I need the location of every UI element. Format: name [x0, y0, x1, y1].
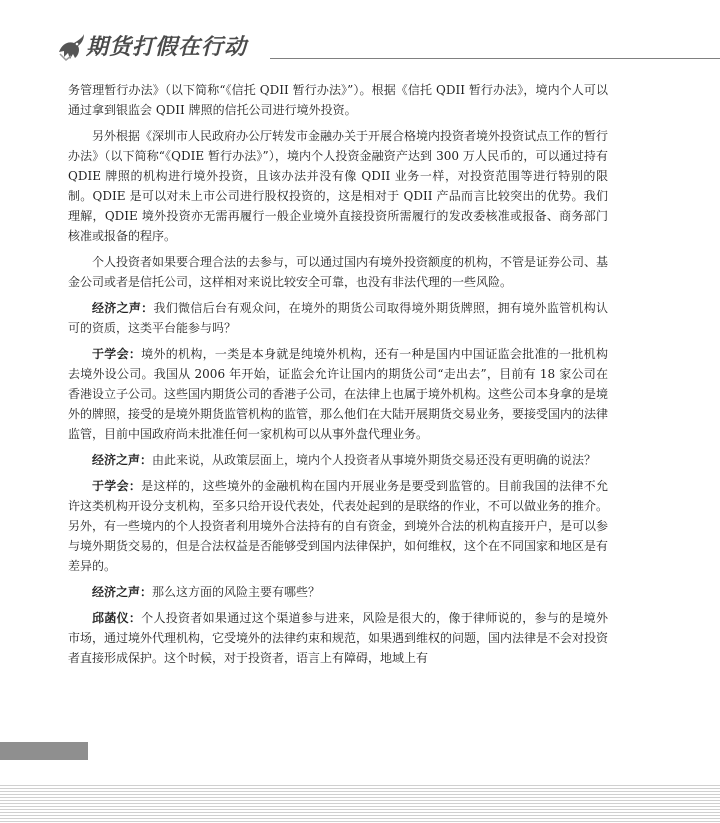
footer-stripes — [0, 785, 720, 823]
paragraph — [68, 252, 608, 292]
bull-logo-icon — [56, 32, 86, 62]
question-text: 由此来说，从政策层面上，境内个人投资者从事境外期货交易还没有更明确的说法？ — [152, 453, 597, 467]
speaker-label: 经济之声： — [92, 585, 153, 599]
speaker-label: 经济之声： — [92, 453, 153, 467]
question-paragraph — [68, 582, 608, 602]
speaker-label: 于学会： — [92, 347, 142, 361]
article-body — [68, 80, 608, 674]
answer-text: 个人投资者如果通过这个渠道参与进来，风险是很大的，像于律师说的，参与的是境外市场，通过境外代理机构，它受境外的法律约束和规范，如果遇到维权的问题，国内法律是不会对投资者直接形成保护。这个时候，对于投资者，语言上有障碍，地域上有 — [68, 611, 609, 665]
answer-text: 是这样的，这些境外的金融机构在国内开展业务是要受到监管的。目前我国的法律不允许这类机构开设分支机构，至多只给开设代表处，代表处起到的是联络的作业，不可以做业务的推介。另外，有一些境内的个人投资者利用境外合法持有的自有资金，到境外合法的机构直接开户，是可以参与境外期货交易的，但是合法权益是否能够受到国内法律保护，如何维权，这个在不同国家和地区是有差异的。 — [68, 479, 609, 573]
paragraph-text: 另外根据《深圳市人民政府办公厅转发市金融办关于开展合格境内投资者境外投资试点工作的暂行办法》（以下简称“《QDIE 暂行办法》”），境内个人投资金融资产达到 300 万人民币的，可以通过持有 QDIE 牌照的机构进行境外投资，且该办法并没有像 QDII 业务一样，对投资范围等进行特别的限制。QDIE 是可以对未上市公司进行股权投资的，这是相对于 QDII 产品而言比较突出的优势。我们理解，QDIE 境外投资亦无需再履行一般企业境外直接投资所需履行的发改委核准或报备、商务部门核准或报备的程序。 — [68, 129, 609, 243]
header-rule — [270, 58, 720, 59]
paragraph — [68, 80, 608, 120]
page-title: 期货打假在行动 — [86, 35, 248, 60]
paragraph — [68, 126, 608, 246]
speaker-label: 邱菡仪： — [92, 611, 142, 625]
answer-text: 境外的机构，一类是本身就是纯境外机构，还有一种是国内中国证监会批准的一批机构去境外设公司。我国从 2006 年开始，证监会允许让国内的期货公司“走出去”，目前有 18 家公司在香港设立子公司。这些国内期货公司的香港子公司，在法律上也属于境外机构。这些公司本身拿的是境外的牌照，接受的是境外期货监管机构的监管，那么他们在大陆开展期货交易业务，要接受国内的法律监管，目前中国政府尚未批准任何一家机构可以从事外盘代理业务。 — [68, 347, 609, 441]
paragraph-text: 务管理暂行办法》（以下简称“《信托 QDII 暂行办法》”）。根据《信托 QDII 暂行办法》，境内个人可以通过拿到银监会 QDII 牌照的信托公司进行境外投资。 — [68, 83, 608, 117]
page-header — [56, 28, 720, 68]
question-text: 那么这方面的风险主要有哪些？ — [152, 585, 321, 599]
speaker-label: 于学会： — [92, 479, 142, 493]
paragraph-text: 个人投资者如果要合理合法的去参与，可以通过国内有境外投资额度的机构，不管是证券公司、基金公司或者是信托公司，这样相对来说比较安全可靠，也没有非法代理的一些风险。 — [68, 255, 609, 289]
question-paragraph — [68, 450, 608, 470]
speaker-label: 经济之声： — [92, 301, 154, 315]
answer-paragraph — [68, 608, 608, 668]
footer-accent-bar — [0, 742, 88, 760]
answer-paragraph — [68, 476, 608, 576]
question-paragraph — [68, 298, 608, 338]
answer-paragraph — [68, 344, 608, 444]
question-text: 我们微信后台有观众问，在境外的期货公司取得境外期货牌照，拥有境外监管机构认可的资质，这类平台能参与吗？ — [68, 301, 608, 335]
